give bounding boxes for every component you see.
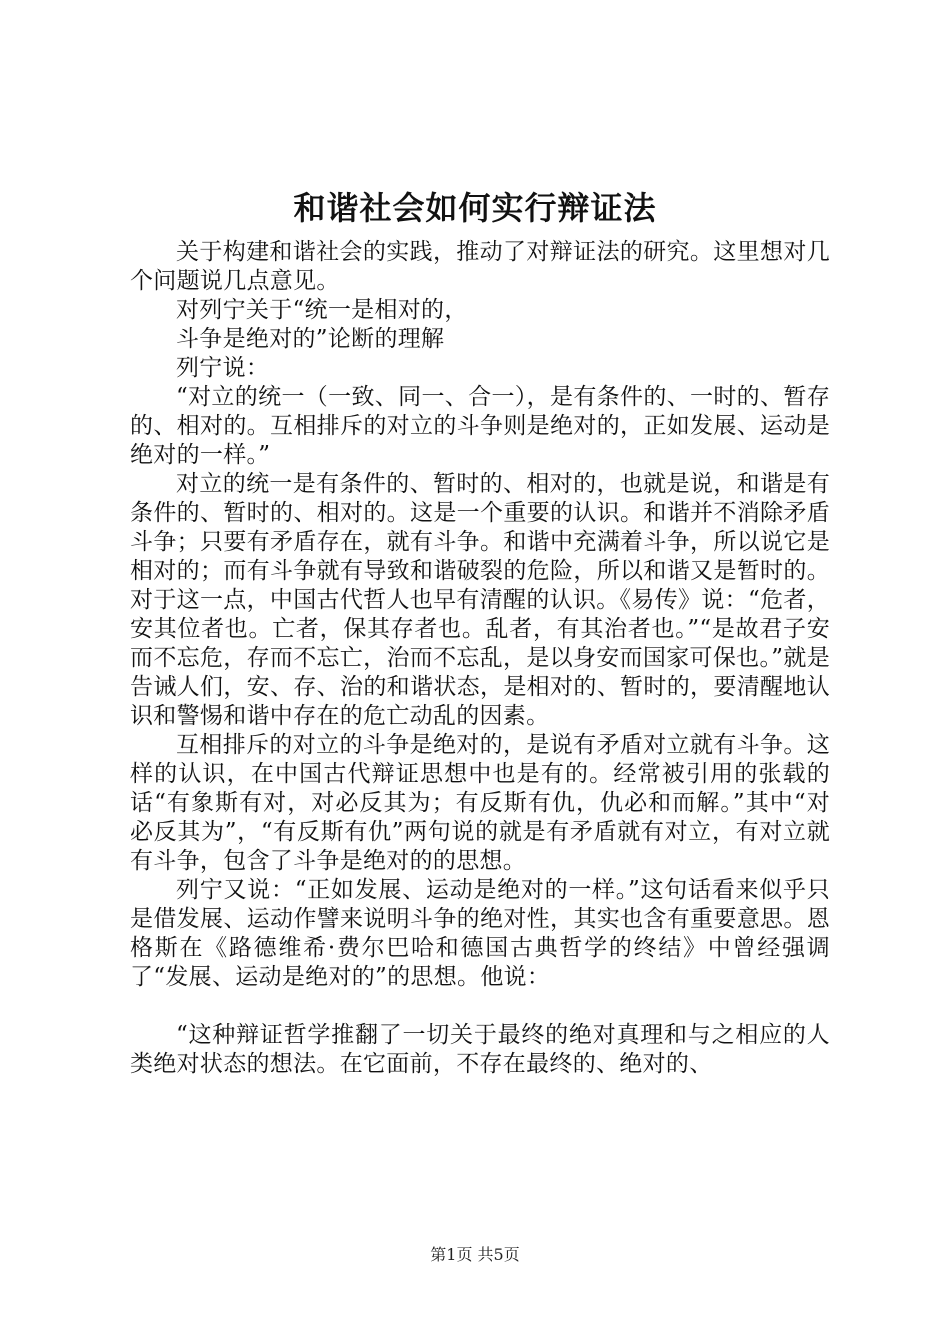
document-body — [130, 238, 830, 1079]
page-footer: 第1页 共5页 — [430, 1245, 520, 1264]
paragraph: 互相排斥的对立的斗争是绝对的，是说有矛盾对立就有斗争。这样的认识，在中国古代辩证思想中也是有的。经常被引用的张载的话“有象斯有对，对必反其为；有反斯有仇，仇必和而解。”其中“对必反其为”，“有反斯有仇”两句说的就是有矛盾就有对立，有对立就有斗争，包含了斗争是绝对的的思想。 — [130, 732, 830, 874]
quote-paragraph: “对立的统一（一致、同一、合一），是有条件的、一时的、暂存的、相对的。互相排斥的对立的斗争则是绝对的，正如发展、运动是绝对的一样。” — [130, 384, 830, 468]
paragraph: 对列宁关于“统一是相对的， — [176, 297, 468, 323]
quote-paragraph: “这种辩证哲学推翻了一切关于最终的绝对真理和与之相应的人类绝对状态的想法。在它面前，不存在最终的、绝对的、 — [130, 1022, 830, 1077]
paragraph: 列宁说： — [176, 355, 270, 381]
paragraph: 关于构建和谐社会的实践，推动了对辩证法的研究。这里想对几个问题说几点意见。 — [130, 239, 830, 294]
paragraph: 对立的统一是有条件的、暂时的、相对的，也就是说，和谐是有条件的、暂时的、相对的。这是一个重要的认识。和谐并不消除矛盾斗争；只要有矛盾存在，就有斗争。和谐中充满着斗争，所以说它是相对的；而有斗争就有导致和谐破裂的危险，所以和谐又是暂时的。对于这一点，中国古代哲人也早有清醒的认识。《易传》说：“危者，安其位者也。亡者，保其存者也。乱者，有其治者也。”“是故君子安而不忘危，存而不忘亡，治而不忘乱，是以身安而国家可保也。”就是告诫人们，安、存、治的和谐状态，是相对的、暂时的，要清醒地认识和警惕和谐中存在的危亡动乱的因素。 — [130, 471, 830, 729]
document-title: 和谐社会如何实行辩证法 — [293, 189, 657, 227]
paragraph: 斗争是绝对的”论断的理解 — [176, 326, 445, 352]
paragraph: 列宁又说：“正如发展、运动是绝对的一样。”这句话看来似乎只是借发展、运动作譬来说明斗争的绝对性，其实也含有重要意思。恩格斯在《路德维希·费尔巴哈和德国古典哲学的终结》中曾经强调了“发展、运动是绝对的”的思想。他说： — [130, 877, 830, 990]
